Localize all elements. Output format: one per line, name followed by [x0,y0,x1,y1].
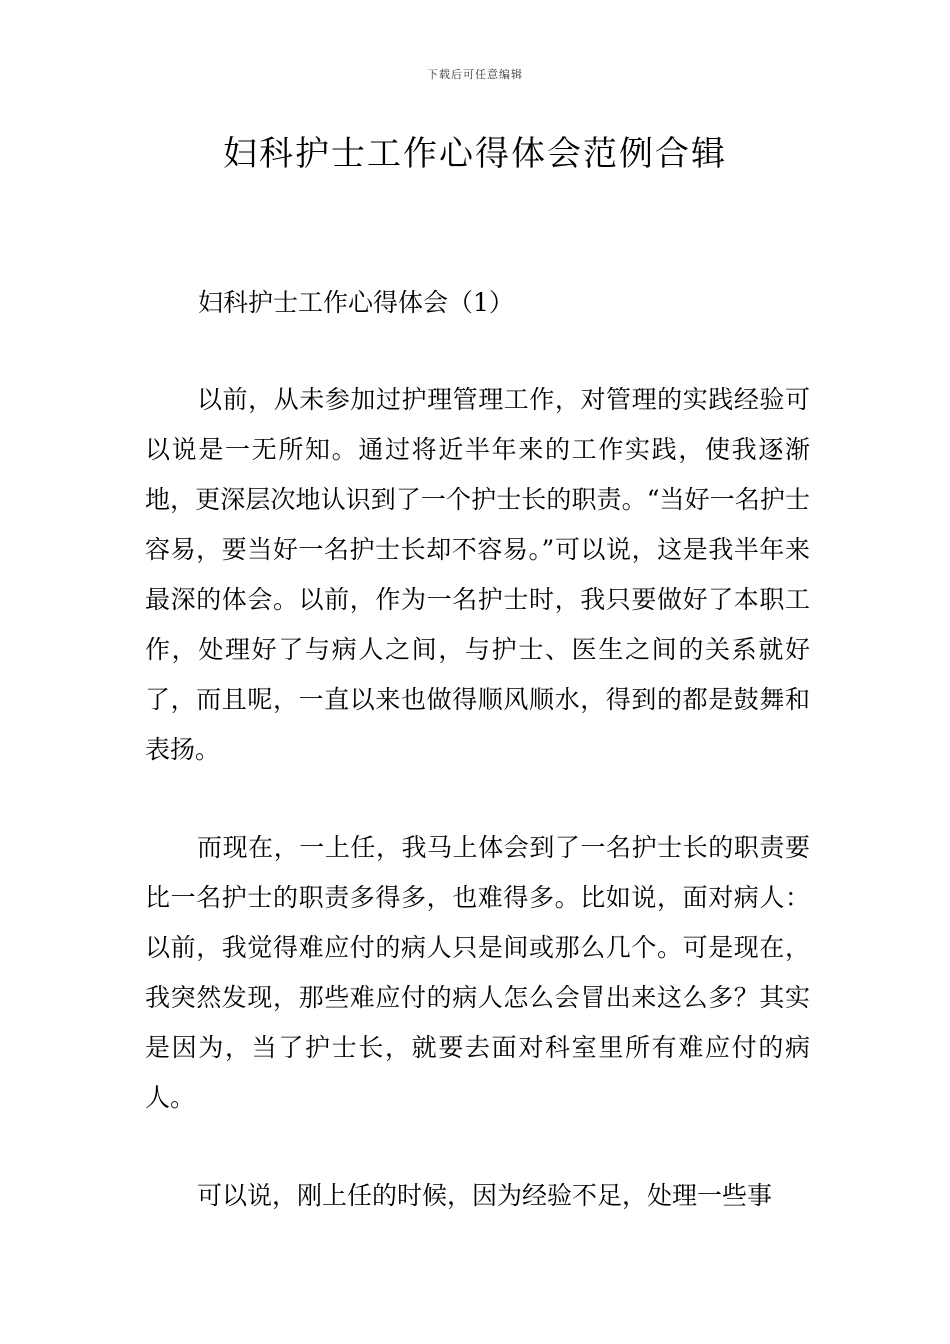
document-title: 妇科护士工作心得体会范例合辑 [223,134,727,174]
paragraph-3: 可以说，刚上任的时候，因为经验不足，处理一些事 [197,1181,773,1210]
paragraph-1: 以前，从未参加过护理管理工作，对管理的实践经验可以说是一无所知。通过将近半年来的工作实践，使我逐渐地，更深层次地认识到了一个护士长的职责。“当好一名护士容易，要当好一名护士长却不容易。”可以说，这是我半年来最深的体会。以前，作为一名护士时，我只要做好了本职工作，处理好了与病人之间，与护士、医生之间的关系就好了，而且呢，一直以来也做得顺风顺水，得到的都是鼓舞和表扬。 [145,385,810,764]
section-heading: 妇科护士工作心得体会（1） [198,288,514,317]
paragraph-2: 而现在，一上任，我马上体会到了一名护士长的职责要比一名护士的职责多得多，也难得多。比如说，面对病人：以前，我觉得难应付的病人只是间或那么几个。可是现在，我突然发现，那些难应付的病人怎么会冒出来这么多？其实是因为，当了护士长，就要去面对科室里所有难应付的病人。 [145,833,810,1112]
header-note: 下载后可任意编辑 [427,68,523,81]
